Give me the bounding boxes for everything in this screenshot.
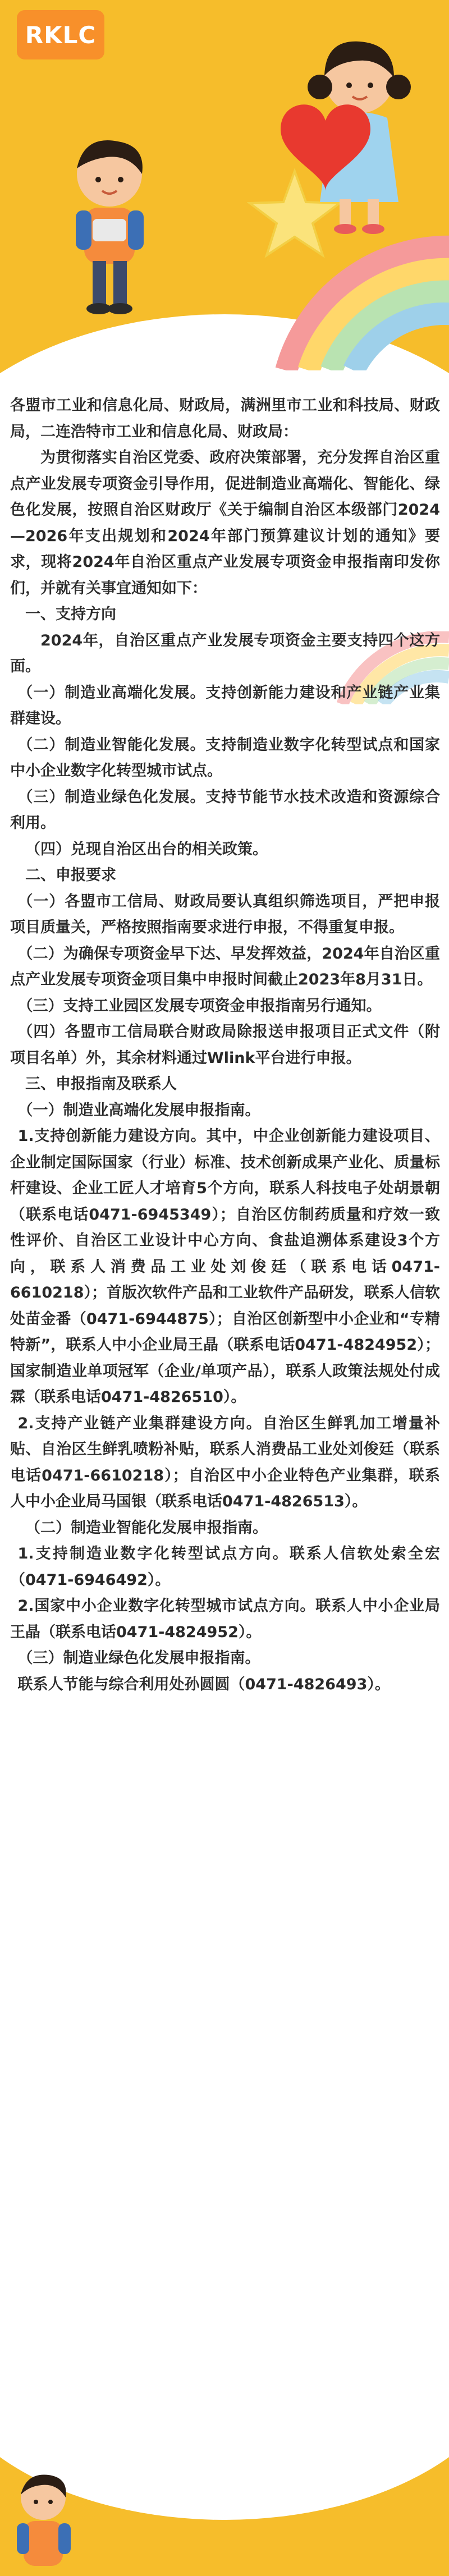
boy-footer-illustration <box>7 2469 80 2576</box>
document-paragraph: （四）各盟市工信局联合财政局除报送申报项目正式文件（附项目名单）外，其余材料通过Wlink平台进行申报。 <box>10 1023 440 1067</box>
document-paragraph: 2024年，自治区重点产业发展专项资金主要支持四个这方面。 <box>10 631 440 675</box>
girl-with-heart-illustration <box>264 34 432 236</box>
document-paragraph: 三、申报指南及联系人 <box>25 1075 177 1093</box>
document-paragraph: 1.支持制造业数字化转型试点方向。联系人信软处索全宏（0471-6946492）。 <box>10 1545 440 1589</box>
document-paragraph: 2.支持产业链产业集群建设方向。自治区生鲜乳加工增量补贴、自治区生鲜乳喷粉补贴，联系人消费品工业处刘俊廷（联系电话0471-6610218）；自治区中小企业特色产业集群，联系人中小企业局马国银（联系电话0471-4826513）。 <box>10 1414 440 1510</box>
document-paragraph: （一）各盟市工信局、财政局要认真组织筛选项目，严把申报项目质量关，严格按照指南要求进行申报，不得重复申报。 <box>10 892 440 936</box>
rainbow-icon <box>275 224 449 370</box>
document-paragraph: （四）兑现自治区出台的相关政策。 <box>25 840 268 858</box>
hero-banner <box>0 0 449 438</box>
document-paragraph: （三）制造业绿色化发展申报指南。 <box>17 1649 260 1667</box>
document-paragraph: （三）制造业绿色化发展。支持节能节水技术改造和资源综合利用。 <box>10 788 440 832</box>
document-paragraph: （二）为确保专项资金早下达、早发挥效益，2024年自治区重点产业发展专项资金项目集中申报时间截止2023年8月31日。 <box>10 945 440 988</box>
document-paragraph: 2.国家中小企业数字化转型城市试点方向。联系人中小企业局王晶（联系电话0471-4824952）。 <box>10 1597 440 1641</box>
footer-banner <box>0 2430 449 2576</box>
document-paragraph: 为贯彻落实自治区党委、政府决策部署，充分发挥自治区重点产业发展专项资金引导作用，促进制造业高端化、智能化、绿色化发展，按照自治区财政厅《关于编制自治区本级部门2024—2026年支出规划和2024年部门预算建议计划的通知》要求，现将2024年自治区重点产业发展专项资金申报指南印发你们，并就有关事宜通知如下： <box>10 449 440 597</box>
document-paragraph: （二）制造业智能化发展申报指南。 <box>25 1519 268 1537</box>
document-body <box>10 393 440 1698</box>
document-paragraph: 二、申报要求 <box>25 867 116 884</box>
document-paragraph: 一、支持方向 <box>25 606 116 623</box>
document-paragraph: （二）制造业智能化发展。支持制造业数字化转型试点和国家中小企业数字化转型城市试点。 <box>10 736 440 780</box>
document-paragraph: （一）制造业高端化发展。支持创新能力建设和产业链产业集群建设。 <box>10 684 440 727</box>
boy-illustration <box>62 135 157 320</box>
document-paragraph: 联系人节能与综合利用处孙圆圆（0471-4826493）。 <box>17 1675 390 1693</box>
document-paragraph: 各盟市工业和信息化局、财政局，满洲里市工业和科技局、财政局，二连浩特市工业和信息化局、财政局： <box>10 397 440 441</box>
document-paragraph: 1.支持创新能力建设方向。其中，中企业创新能力建设项目、企业制定国际国家（行业）标准、技术创新成果产业化、质量标杆建设、企业工匠人才培育5个方向，联系人科技电子处胡景朝（联系电话0471-6945349）；自治区仿制药质量和疗效一致性评价、自治区工业设计中心方向、食盐追溯体系建设3个方向，联系人消费品工业处刘俊廷（联系电话0471-6610218）；首版次软件产品和工业软件产品研发，联系人信软处苗金番（0471-6944875）；自治区创新型中小企业和“专精特新”，联系人中小企业局王晶（联系电话0471-4824952）；国家制造业单项冠军（企业/单项产品），联系人政策法规处付成霖（联系电话0471-4826510）。 <box>10 1127 441 1406</box>
brand-logo: RKLC <box>17 10 104 59</box>
document-paragraph: （三）支持工业园区发展专项资金申报指南另行通知。 <box>17 997 382 1015</box>
document-paragraph: （一）制造业高端化发展申报指南。 <box>17 1101 260 1119</box>
